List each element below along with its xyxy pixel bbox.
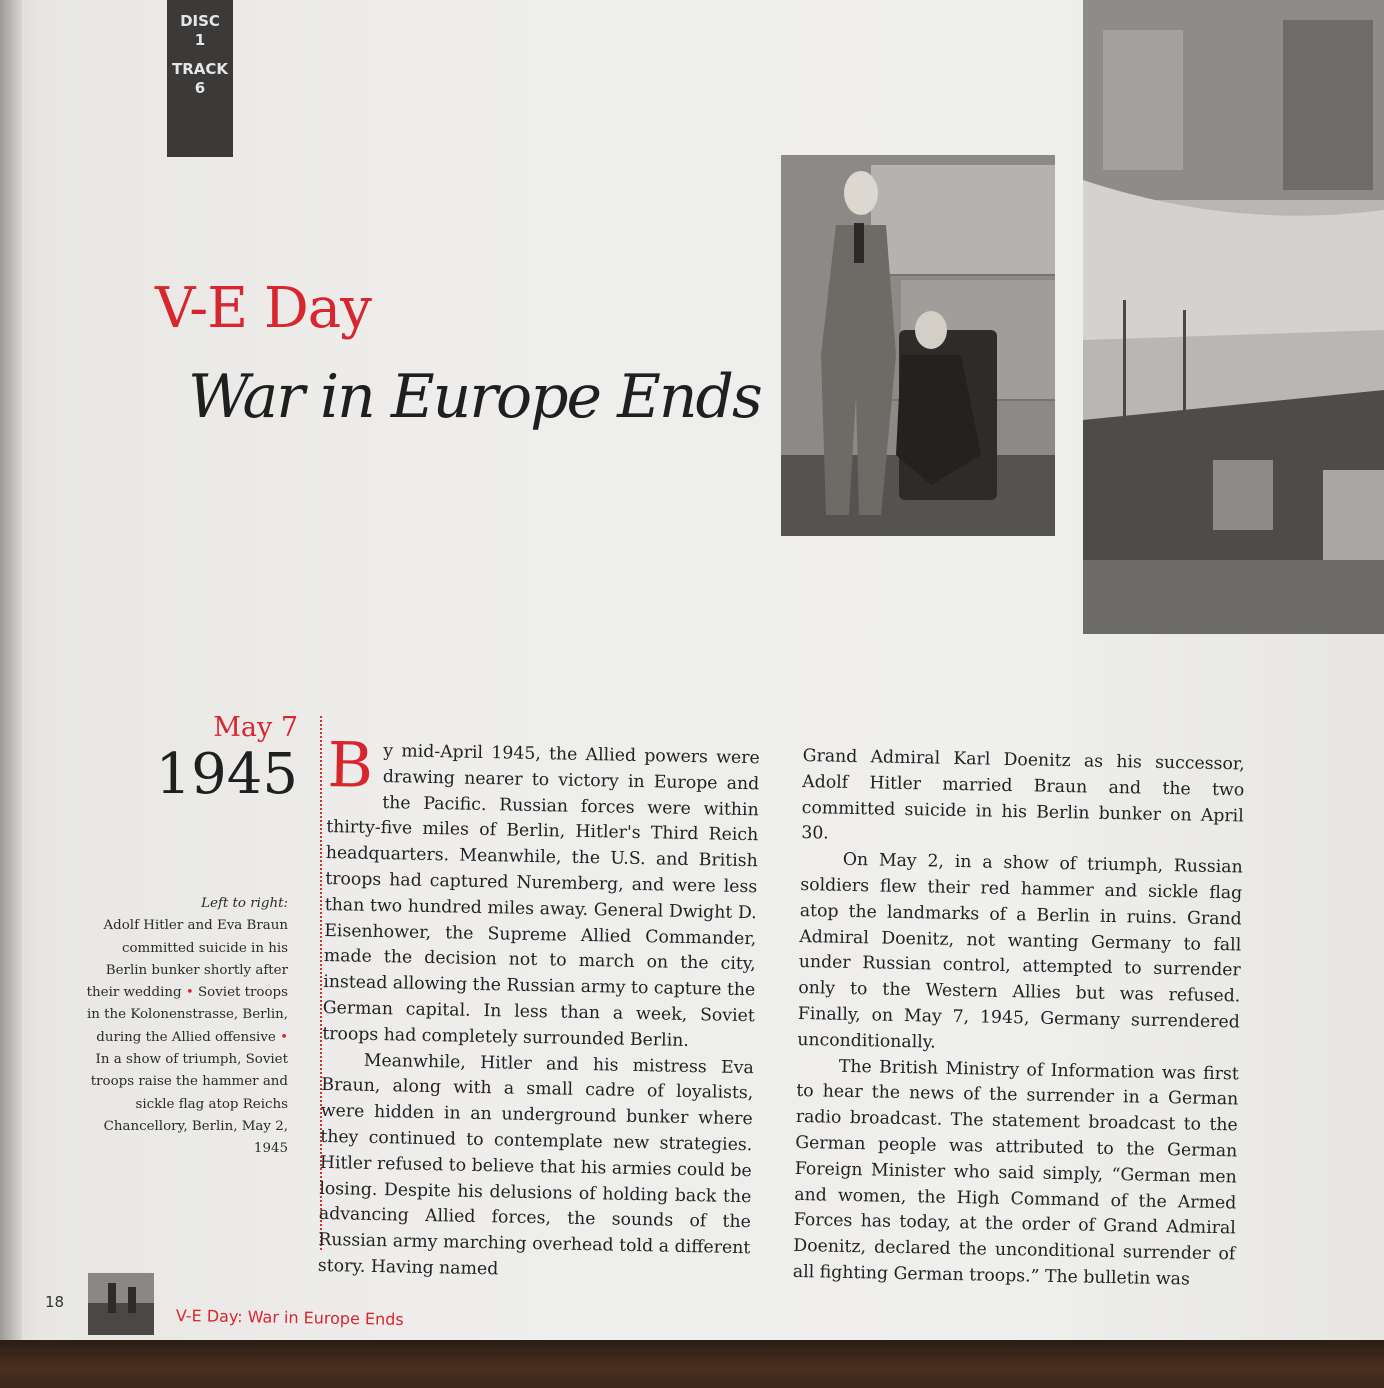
paragraph-3: On May 2, in a show of triumph, Russian soldiers flew their red hammer and sickle flag atop the landmarks of a Berlin in ruins. Grand Admiral Doenitz, not wanting Germany to fall under Russian control, attempted to surrender only to the Western Allies but was refused. Finally, on May 7, 1945, Germany surrendered unconditionally. [797,849,1243,1053]
drop-cap: B [326,728,374,802]
paragraph-4: The British Ministry of Information was first to hear the news of the surrender in a German radio broadcast. The statement broadcast to the German people was attributed to the German Foreign Minister who said simply, “German men and women, the High Command of the Armed Forces has today, at the order of Grand Admiral Doenitz, declared the unconditional surrender of all fighting German troops.” The bulletin was [792,1056,1239,1290]
date-year: 1945 [155,742,298,807]
track-number: 6 [194,79,206,97]
ruins-illustration [1083,0,1384,634]
paragraph-1-text: y mid-April 1945, the Allied powers were drawing nearer to victory in Europe and the Pacific. Russian forces were within thirty-five miles of Berlin, Hitler's Third Reich headquarters. Meanwhile, the U.S. and British troops had captured Nuremberg, and were less than two hundred miles away. General Dwight D. Eisenhower, the Supreme Allied Commander, made the decision not to march on the city, instead allowing the Russian army to capture the German capital. In less than a week, Soviet troops had completely surrounded Berlin. [322,741,760,1051]
disc-label: DISC [180,12,220,30]
paragraph-2: Meanwhile, Hitler and his mistress Eva Braun, along with a small cadre of loyalists, were hidden in an underground bunker where they continued to contemplate new strategies. Hitler refused to believe that his armies could be losing. Despite his delusions of holding back the advancing Allied forces, the sounds of the Russian army marching overhead told a different story. Having named [317,1050,754,1280]
background-surface [0,1340,1384,1388]
portrait-illustration [781,155,1055,536]
page-number: 18 [45,1293,65,1311]
caption-part-1: Adolf Hitler and Eva Braun committed suicide in his Berlin bunker shortly after their wedding [86,918,288,1001]
disc-track-tab [167,0,233,157]
disc-number: 1 [194,31,206,49]
page-title: V-E Day [155,276,371,341]
paragraph-1 [322,728,760,1056]
page-edge [0,0,22,1348]
berlin-ruins-photo [1083,0,1384,634]
hitler-braun-photo [781,155,1055,536]
page-subtitle: War in Europe Ends [188,362,761,432]
caption-part-2: Soviet troops in the Kolonenstrasse, Berlin, during the Allied offensive [86,985,288,1045]
date-month-day: May 7 [213,712,298,743]
track-label: TRACK [171,60,229,78]
caption-part-3: In a show of triumph, Soviet troops raise the hammer and sickle flag atop Reichs Chancellory, Berlin, May 2, 1945 [90,1052,288,1157]
running-title: V-E Day: War in Europe Ends [175,1306,404,1329]
caption-lead: Left to right: [201,896,288,911]
paragraph-2-continued: Grand Admiral Karl Doenitz as his successor, Adolf Hitler married Braun and the two committed suicide in his Berlin bunker on April 30. [801,745,1245,844]
photo-caption [82,893,288,1161]
thumbnail-illustration [88,1273,154,1335]
body-column-1 [317,728,760,1288]
body-column-2 [793,744,1245,1294]
caption-separator-1: • [185,985,194,1001]
caption-separator-2: • [280,1029,288,1045]
footer-thumbnail [88,1273,154,1335]
